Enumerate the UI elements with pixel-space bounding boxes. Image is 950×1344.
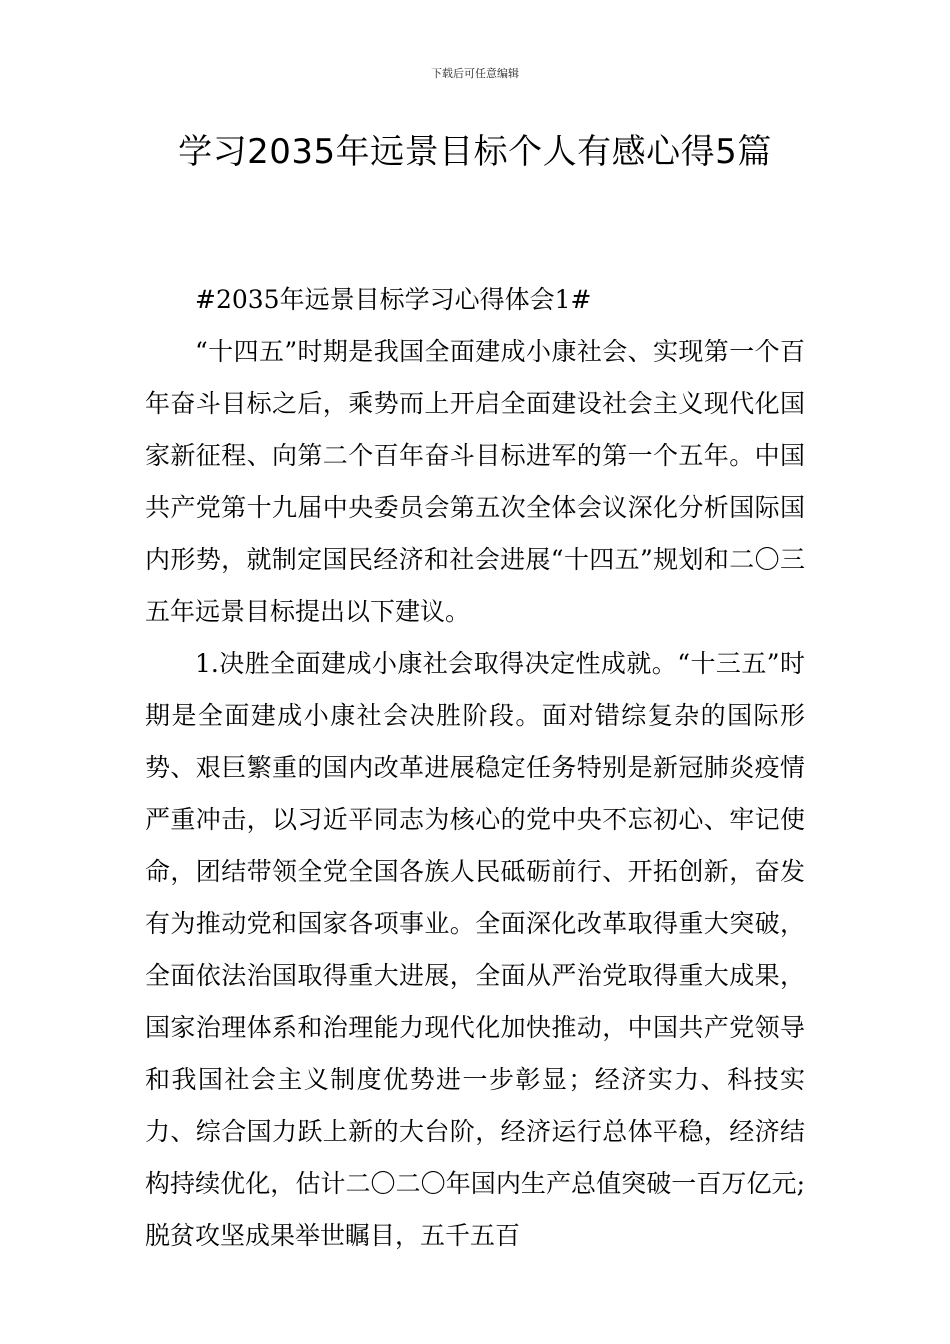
page-header-note: 下载后可任意编辑 bbox=[431, 67, 519, 80]
paragraph-point-1: 1.决胜全面建成小康社会取得决定性成就。“十三五”时期是全面建成小康社会决胜阶段。面对错综复杂的国际形势、艰巨繁重的国内改革进展稳定任务特别是新冠肺炎疫情严重冲击，以习近平同志为核心的党中央不忘初心、牢记使命，团结带领全党全国各族人民砥砺前行、开拓创新，奋发有为推动党和国家各项事业。全面深化改革取得重大突破，全面依法治国取得重大进展，全面从严治党取得重大成果，国家治理体系和治理能力现代化加快推动，中国共产党领导和我国社会主义制度优势进一步彰显；经济实力、科技实力、综合国力跃上新的大台阶，经济运行总体平稳，经济结构持续优化，估计二〇二〇年国内生产总值突破一百万亿元;脱贫攻坚成果举世瞩目，五千五百 bbox=[145, 649, 805, 1250]
document-title: 学习2035年远景目标个人有感心得5篇 bbox=[178, 132, 772, 172]
paragraph-intro: “十四五”时期是我国全面建成小康社会、实现第一个百年奋斗目标之后，乘势而上开启全面建设社会主义现代化国家新征程、向第二个百年奋斗目标进军的第一个五年。中国共产党第十九届中央委员会第五次全体会议深化分析国际国内形势，就制定国民经济和社会进展“十四五”规划和二〇三五年远景目标提出以下建议。 bbox=[145, 337, 805, 626]
section-heading: #2035年远景目标学习心得体会1# bbox=[195, 285, 592, 314]
document-body bbox=[145, 274, 805, 1262]
